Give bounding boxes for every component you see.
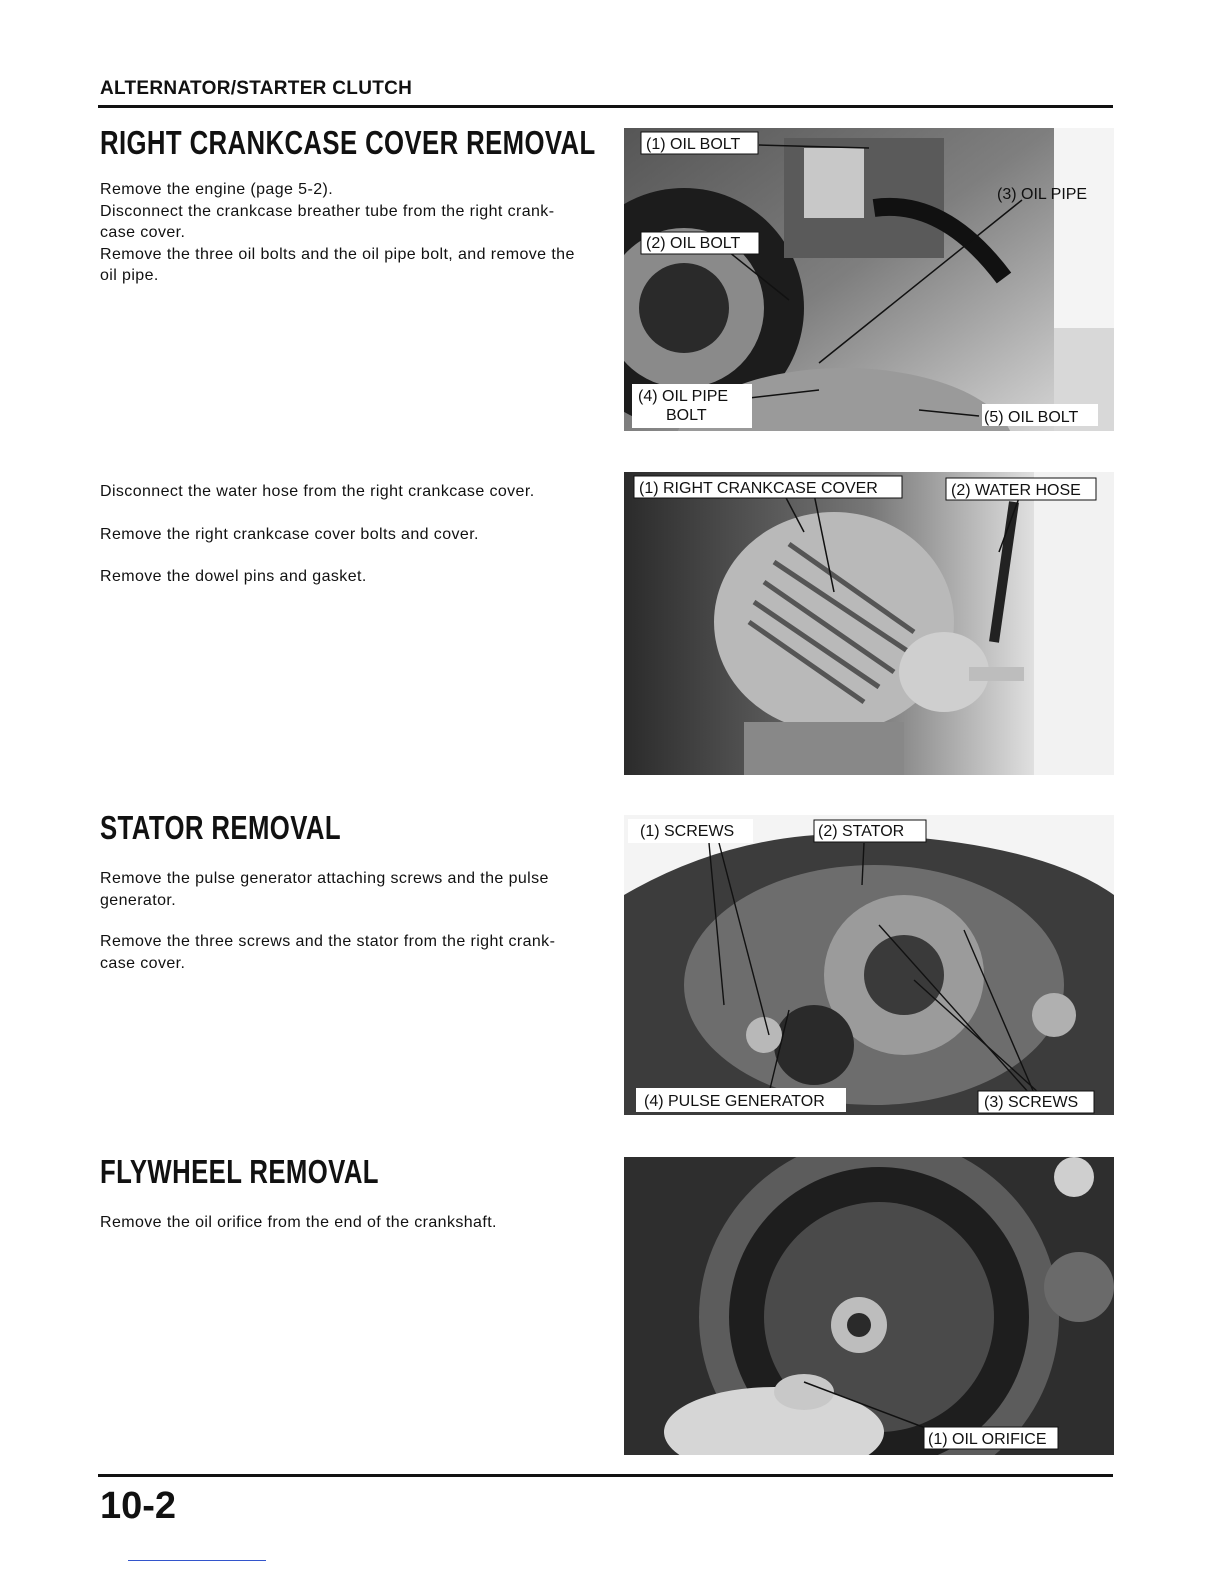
label-right-crankcase-cover: (1) RIGHT CRANKCASE COVER xyxy=(639,480,878,497)
label-screws-1: (1) SCREWS xyxy=(640,823,735,840)
stator-screws-step: Remove the three screws and the stator from the right crank- case cover. xyxy=(100,933,556,972)
label-oil-pipe-bolt: (4) OIL PIPE xyxy=(638,388,729,405)
pulse-generator-step: Remove the pulse generator attaching screws and the pulse generator. xyxy=(100,870,549,909)
running-header: ALTERNATOR/STARTER CLUTCH xyxy=(100,78,413,99)
section-title-crankcase-cover: RIGHT CRANKCASE COVER REMOVAL xyxy=(100,124,596,161)
label-screws-3: (3) SCREWS xyxy=(984,1094,1079,1111)
water-hose-step: Disconnect the water hose from the right crankcase cover. xyxy=(100,483,535,500)
oil-bolts-photo xyxy=(624,128,1114,431)
flywheel-photo xyxy=(624,1157,1114,1455)
oil-orifice-step: Remove the oil orifice from the end of the crankshaft. xyxy=(100,1214,497,1231)
label-oil-pipe: (3) OIL PIPE xyxy=(997,186,1088,203)
header-rule xyxy=(98,105,1113,108)
section-title-stator: STATOR REMOVAL xyxy=(100,809,341,846)
section-title-flywheel: FLYWHEEL REMOVAL xyxy=(100,1153,379,1190)
label-oil-bolt-1: (1) OIL BOLT xyxy=(646,136,741,153)
crankcase-cover-photo xyxy=(624,472,1114,775)
label-oil-pipe-bolt-cont: BOLT xyxy=(666,407,707,424)
stator-photo xyxy=(624,815,1114,1115)
label-oil-bolt-2: (2) OIL BOLT xyxy=(646,235,741,252)
label-oil-bolt-5: (5) OIL BOLT xyxy=(984,409,1079,426)
link-underline xyxy=(128,1560,266,1561)
label-water-hose: (2) WATER HOSE xyxy=(951,482,1081,499)
page-number: 10-2 xyxy=(100,1485,177,1527)
label-stator: (2) STATOR xyxy=(818,823,905,840)
dowel-pins-step: Remove the dowel pins and gasket. xyxy=(100,568,367,585)
label-oil-orifice: (1) OIL ORIFICE xyxy=(928,1431,1047,1448)
label-pulse-generator: (4) PULSE GENERATOR xyxy=(644,1093,825,1110)
cover-bolts-step: Remove the right crankcase cover bolts and cover. xyxy=(100,526,479,543)
footer-rule xyxy=(98,1474,1113,1477)
crankcase-steps-paragraph: Remove the engine (page 5-2). Disconnect the crankcase breather tube from the right crank- case cover. Remove the three oil bolts and the oil pipe bolt, and remove the oil pipe. xyxy=(100,181,575,284)
